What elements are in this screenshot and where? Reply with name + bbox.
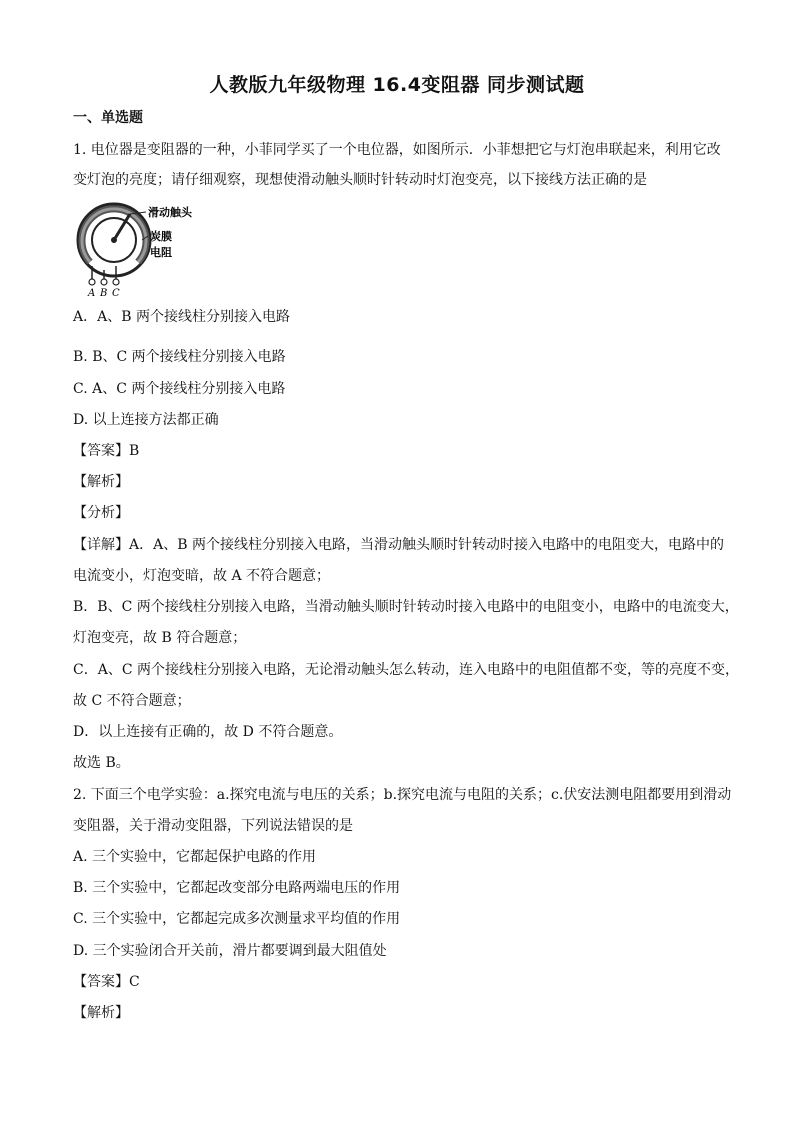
carbon-film-label-1: 炭膜	[150, 230, 172, 243]
carbon-film-label-2: 电阻	[150, 246, 172, 259]
document-title: 人教版九年级物理 16.4变阻器 同步测试题	[209, 74, 585, 96]
question-2-answer: 【答案】C	[73, 974, 140, 990]
question-1-detail-line6: 故 C 不符合题意；	[73, 693, 191, 709]
terminal-c-label: C	[112, 288, 120, 298]
question-1-text-line1: 1. 电位器是变阻器的一种，小菲同学买了一个电位器，如图所示．小菲想把它与灯泡串联起来，利用它改	[73, 142, 721, 158]
question-1-detail-line7: D．以上连接有正确的，故 D 不符合题意。	[73, 724, 343, 740]
question-1-detail-line1: 【详解】A．A、B 两个接线柱分别接入电路，当滑动触头顺时针转动时接入电路中的电阻变大，电路中的	[73, 537, 724, 553]
question-1-detail-line2: 电流变小，灯泡变暗，故 A 不符合题意；	[73, 568, 331, 584]
question-2-text-line2: 变阻器，关于滑动变阻器，下列说法错误的是	[73, 818, 353, 834]
question-1-detail-line4: 灯泡变亮，故 B 符合题意；	[73, 630, 247, 646]
question-1-option-a: A．A、B 两个接线柱分别接入电路	[73, 309, 290, 325]
question-1-fenxi-heading: 【分析】	[73, 505, 129, 521]
question-2-text-line1: 2. 下面三个电学实验：a.探究电流与电压的关系；b.探究电流与电阻的关系；c.伏安法测电阻都要用到滑动	[73, 787, 732, 803]
question-2-option-d: D. 三个实验闭合开关前，滑片都要调到最大阻值处	[73, 943, 387, 959]
slider-label: 滑动触头	[148, 206, 192, 219]
question-1-text-line2: 变灯泡的亮度；请仔细观察，现想使滑动触头顺时针转动时灯泡变亮，以下接线方法正确的是	[73, 172, 647, 188]
potentiometer-diagram	[72, 200, 202, 298]
question-1-option-b: B. B、C 两个接线柱分别接入电路	[73, 349, 286, 365]
question-1-conclusion: 故选 B。	[73, 755, 130, 771]
question-1-analysis-heading: 【解析】	[73, 474, 129, 490]
question-2-analysis-heading: 【解析】	[73, 1005, 129, 1021]
question-2-option-c: C. 三个实验中，它都起完成多次测量求平均值的作用	[73, 911, 401, 927]
section-heading: 一、单选题	[73, 110, 143, 126]
question-1-detail-line3: B．B、C 两个接线柱分别接入电路，当滑动触头顺时针转动时接入电路中的电阻变小，电路中的电流变大，	[73, 599, 739, 615]
question-1-option-c: C. A、C 两个接线柱分别接入电路	[73, 381, 286, 397]
potentiometer-figure	[72, 200, 202, 298]
question-2-option-b: B. 三个实验中，它都起改变部分电路两端电压的作用	[73, 880, 401, 896]
question-2-option-a: A. 三个实验中，它都起保护电路的作用	[73, 849, 317, 865]
question-1-detail-line5: C．A、C 两个接线柱分别接入电路，无论滑动触头怎么转动，连入电路中的电阻值都不变，等的亮度不变，	[73, 662, 739, 678]
question-1-option-d: D. 以上连接方法都正确	[73, 412, 219, 428]
terminal-a-label: A	[88, 288, 96, 298]
terminal-b-label: B	[100, 288, 108, 298]
question-1-answer: 【答案】B	[73, 443, 140, 459]
